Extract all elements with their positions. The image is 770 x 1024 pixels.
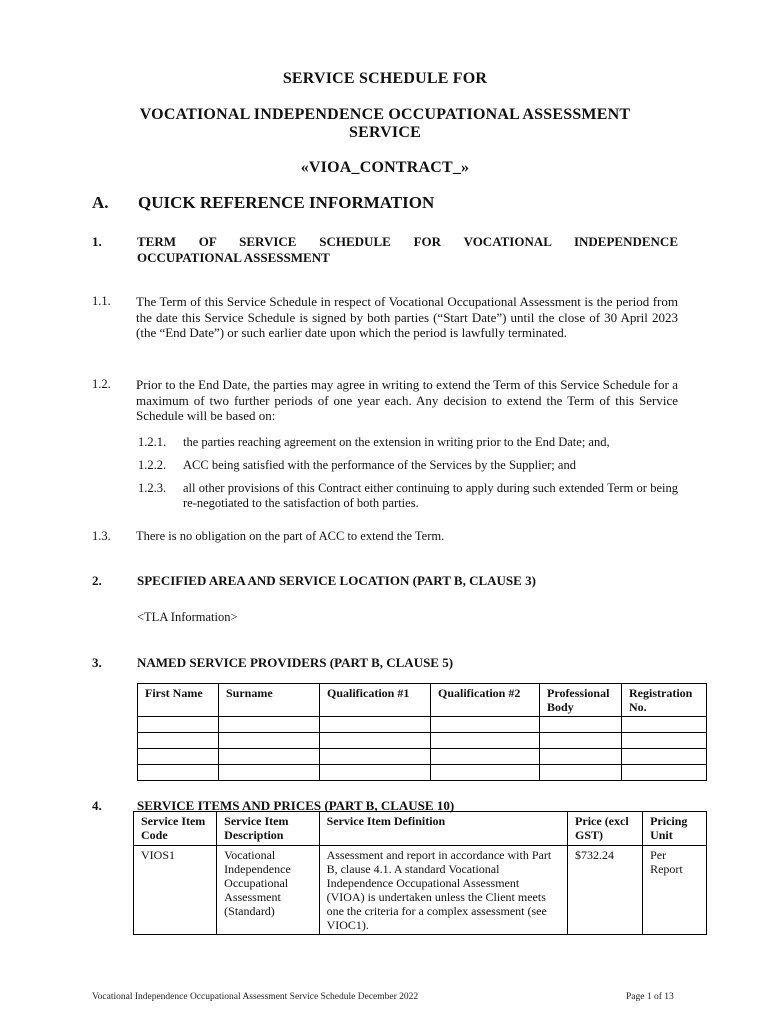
clause-1-2-1-number: 1.2.1.	[138, 435, 167, 449]
clause-1-2-3-number: 1.2.3.	[138, 481, 167, 495]
clause-1-2-2-text: ACC being satisfied with the performance of the Services by the Supplier; and	[183, 458, 576, 472]
title-line-1: SERVICE SCHEDULE FOR	[282, 70, 488, 87]
table-header-row	[138, 684, 707, 717]
clause-1-1-text: The Term of this Service Schedule in respect of Vocational Occupational Assessment is the period from the date this Service Schedule is signed by both parties (“Start Date”) until the close of 30 April 2023 (the “End Date”) or such earlier date upon which the period is lawfully terminated.	[136, 294, 678, 340]
heading-2-number: 2.	[92, 573, 102, 588]
header-qualification-2: Qualification #2	[431, 684, 540, 717]
clause-1-2-2-number: 1.2.2.	[138, 458, 167, 472]
cell-item-definition: Assessment and report in accordance with Part B, clause 4.1. A standard Vocational Independence Occupational Assessment (VIOA) is undertaken unless the Client meets one the criteria for a complex assessment (see VIOC1).	[319, 846, 567, 935]
clause-1-2-number: 1.2.	[92, 377, 111, 391]
clause-1-3-number: 1.3.	[92, 529, 111, 543]
table-row	[138, 749, 707, 765]
clause-1-2-text: Prior to the End Date, the parties may agree in writing to extend the Term of this Service Schedule for a maximum of two further periods of one year each. Any decision to extend the Term of this Service Schedule will be based on:	[136, 377, 678, 423]
header-service-item-description: Service Item Description	[217, 812, 319, 846]
clause-1-1-number: 1.1.	[92, 294, 111, 308]
header-pricing-unit: Pricing Unit	[643, 812, 707, 846]
cell-item-code: VIOS1	[134, 846, 217, 935]
heading-4-number: 4.	[92, 798, 102, 813]
clause-1-3-text: There is no obligation on the part of ACC to extend the Term.	[136, 529, 445, 543]
header-service-item-definition: Service Item Definition	[319, 812, 567, 846]
cell-item-description: Vocational Independence Occupational Assessment (Standard)	[217, 846, 319, 935]
heading-2-title: SPECIFIED AREA AND SERVICE LOCATION (PART B, CLAUSE 3)	[137, 573, 536, 588]
title-line-3: SERVICE	[349, 124, 421, 141]
header-service-item-code: Service Item Code	[134, 812, 217, 846]
cell-price: $732.24	[568, 846, 643, 935]
table-header-row	[134, 812, 707, 846]
section-a-title: QUICK REFERENCE INFORMATION	[138, 193, 435, 212]
title-line-2: VOCATIONAL INDEPENDENCE OCCUPATIONAL ASSESSMENT	[139, 106, 631, 123]
heading-1-line-1: TERM OF SERVICE SCHEDULE FOR VOCATIONAL INDEPENDENCE	[137, 234, 678, 249]
heading-3-number: 3.	[92, 655, 102, 670]
contract-field: «VIOA_CONTRACT_»	[300, 159, 470, 176]
footer-document-title: Vocational Independence Occupational Assessment Service Schedule December 2022	[92, 992, 419, 1002]
table-row	[134, 846, 707, 935]
header-surname: Surname	[219, 684, 320, 717]
header-qualification-1: Qualification #1	[320, 684, 431, 717]
section-a-number: A.	[92, 193, 109, 212]
service-providers-table	[137, 683, 707, 781]
table-row	[138, 733, 707, 749]
header-price: Price (excl GST)	[568, 812, 643, 846]
header-registration-no: Registration No.	[622, 684, 707, 717]
cell-pricing-unit: Per Report	[643, 846, 707, 935]
footer-page-number: Page 1 of 13	[626, 992, 674, 1002]
tla-placeholder: <TLA Information>	[137, 610, 238, 624]
header-first-name: First Name	[138, 684, 219, 717]
heading-3-title: NAMED SERVICE PROVIDERS (PART B, CLAUSE 5)	[137, 655, 454, 670]
clause-1-2-1-text: the parties reaching agreement on the extension in writing prior to the End Date; and,	[183, 435, 610, 449]
header-professional-body: Professional Body	[540, 684, 622, 717]
heading-4-title: SERVICE ITEMS AND PRICES (PART B, CLAUSE 10)	[137, 798, 455, 813]
service-items-table	[133, 811, 707, 935]
heading-1-line-2: OCCUPATIONAL ASSESSMENT	[137, 250, 330, 265]
table-row	[138, 717, 707, 733]
heading-1-number: 1.	[92, 234, 102, 249]
clause-1-2-3-text: all other provisions of this Contract either continuing to apply during such extended Term or being re-negotiated to the satisfaction of both parties.	[183, 481, 678, 510]
table-row	[138, 765, 707, 781]
